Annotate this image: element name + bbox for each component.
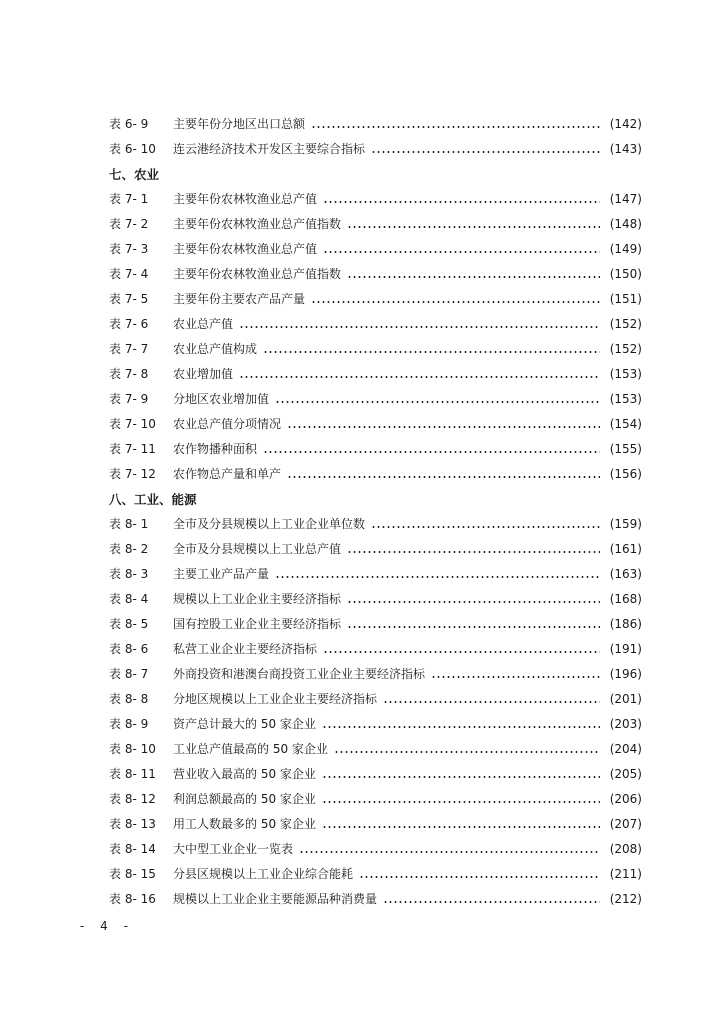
dot-leader [371, 526, 600, 528]
table-number: 表 8- 9 [109, 717, 149, 731]
toc-entry[interactable] [109, 661, 642, 686]
table-title: 主要年份农林牧渔业总产值 [173, 192, 318, 206]
page-reference: (159) [609, 516, 642, 531]
table-title: 资产总计最大的 50 家企业 [173, 717, 316, 731]
table-title: 规模以上工业企业主要经济指标 [173, 592, 342, 606]
page-reference: (205) [609, 766, 642, 781]
table-title: 主要年份农林牧渔业总产值指数 [173, 267, 342, 281]
table-title: 主要年份分地区出口总额 [173, 117, 306, 131]
page-reference: (186) [609, 616, 642, 631]
page-number: - 4 - [80, 919, 134, 933]
dot-leader [383, 901, 600, 903]
table-number: 表 8- 11 [109, 767, 156, 781]
dot-leader [323, 251, 600, 253]
page-reference: (191) [609, 641, 642, 656]
dot-leader [383, 701, 600, 703]
toc-entry[interactable] [109, 786, 642, 811]
table-number: 表 7- 4 [109, 267, 149, 281]
page-reference: (212) [609, 891, 642, 906]
table-title: 农作物总产量和单产 [173, 467, 282, 481]
page-reference: (152) [609, 341, 642, 356]
toc-entry[interactable] [109, 861, 642, 886]
toc-entry[interactable] [109, 736, 642, 761]
table-number: 表 8- 6 [109, 642, 149, 656]
page-reference: (201) [609, 691, 642, 706]
toc-entry[interactable] [109, 386, 642, 411]
page-reference: (142) [609, 116, 642, 131]
page-reference: (143) [609, 141, 642, 156]
page-reference: (196) [609, 666, 642, 681]
toc-entry[interactable] [109, 361, 642, 386]
table-number: 表 7- 3 [109, 242, 149, 256]
dot-leader [322, 801, 600, 803]
dot-leader [347, 601, 600, 603]
table-title: 营业收入最高的 50 家企业 [173, 767, 316, 781]
toc-entry[interactable] [109, 511, 642, 536]
table-number: 表 8- 5 [109, 617, 149, 631]
page-reference: (211) [609, 866, 642, 881]
toc-entry[interactable] [109, 261, 642, 286]
table-title: 分县区规模以上工业企业综合能耗 [173, 867, 354, 881]
table-number: 表 8- 3 [109, 567, 149, 581]
table-title: 主要年份农林牧渔业总产值指数 [173, 217, 342, 231]
page-reference: (153) [609, 391, 642, 406]
table-number: 表 7- 10 [109, 417, 156, 431]
toc-entry[interactable] [109, 311, 642, 336]
table-number: 表 7- 9 [109, 392, 149, 406]
table-title: 主要年份主要农产品产量 [173, 292, 306, 306]
toc-entry[interactable] [109, 186, 642, 211]
table-number: 表 8- 2 [109, 542, 149, 556]
page-reference: (203) [609, 716, 642, 731]
toc-entry[interactable] [109, 411, 642, 436]
dot-leader [322, 726, 600, 728]
table-number: 表 8- 16 [109, 892, 156, 906]
page-reference: (156) [609, 466, 642, 481]
section-heading: 七、农业 [109, 166, 160, 182]
dot-leader [287, 476, 600, 478]
table-title: 私营工业企业主要经济指标 [173, 642, 318, 656]
table-number: 表 7- 7 [109, 342, 149, 356]
page-reference: (204) [609, 741, 642, 756]
toc-entry[interactable] [109, 711, 642, 736]
toc-entry[interactable] [109, 286, 642, 311]
table-title: 大中型工业企业一览表 [173, 842, 294, 856]
table-title: 规模以上工业企业主要能源品种消费量 [173, 892, 378, 906]
dot-leader [431, 676, 600, 678]
page-reference: (147) [609, 191, 642, 206]
page-reference: (149) [609, 241, 642, 256]
table-title: 农业总产值分项情况 [173, 417, 282, 431]
table-number: 表 8- 15 [109, 867, 156, 881]
toc-entry[interactable] [109, 211, 642, 236]
toc-entry[interactable] [109, 886, 642, 911]
dot-leader [239, 376, 600, 378]
table-title: 国有控股工业企业主要经济指标 [173, 617, 342, 631]
dot-leader [239, 326, 600, 328]
dot-leader [371, 151, 600, 153]
page-reference: (148) [609, 216, 642, 231]
toc-entry[interactable] [109, 136, 642, 161]
dot-leader [311, 301, 600, 303]
table-title: 农作物播种面积 [173, 442, 258, 456]
page-reference: (153) [609, 366, 642, 381]
page-reference: (168) [609, 591, 642, 606]
dot-leader [323, 201, 600, 203]
table-number: 表 7- 6 [109, 317, 149, 331]
dot-leader [323, 651, 600, 653]
dot-leader [311, 126, 600, 128]
toc-entry[interactable] [109, 611, 642, 636]
table-title: 农业总产值构成 [173, 342, 258, 356]
dot-leader [359, 876, 600, 878]
toc-entry[interactable] [109, 336, 642, 361]
table-number: 表 8- 13 [109, 817, 156, 831]
table-title: 利润总额最高的 50 家企业 [173, 792, 316, 806]
toc-entry[interactable] [109, 811, 642, 836]
dot-leader [287, 426, 600, 428]
table-title: 工业总产值最高的 50 家企业 [173, 742, 328, 756]
toc-entry[interactable] [109, 236, 642, 261]
table-number: 表 8- 10 [109, 742, 156, 756]
table-number: 表 7- 12 [109, 467, 156, 481]
toc-entry[interactable] [109, 436, 642, 461]
dot-leader [263, 351, 600, 353]
page-reference: (208) [609, 841, 642, 856]
table-number: 表 8- 12 [109, 792, 156, 806]
table-title: 主要年份农林牧渔业总产值 [173, 242, 318, 256]
page-reference: (151) [609, 291, 642, 306]
toc-entry[interactable] [109, 536, 642, 561]
table-number: 表 7- 2 [109, 217, 149, 231]
dot-leader [263, 451, 600, 453]
dot-leader [275, 576, 600, 578]
page-reference: (206) [609, 791, 642, 806]
dot-leader [347, 226, 600, 228]
table-number: 表 7- 5 [109, 292, 149, 306]
table-number: 表 8- 14 [109, 842, 156, 856]
page-reference: (155) [609, 441, 642, 456]
table-title: 分地区农业增加值 [173, 392, 270, 406]
table-title: 主要工业产品产量 [173, 567, 270, 581]
table-number: 表 7- 1 [109, 192, 149, 206]
table-number: 表 8- 1 [109, 517, 149, 531]
dot-leader [347, 626, 600, 628]
table-title: 外商投资和港澳台商投资工业企业主要经济指标 [173, 667, 426, 681]
toc-entry[interactable] [109, 586, 642, 611]
toc-entry[interactable] [109, 561, 642, 586]
page-reference: (161) [609, 541, 642, 556]
table-title: 全市及分县规模以上工业总产值 [173, 542, 342, 556]
page-reference: (207) [609, 816, 642, 831]
table-number: 表 8- 7 [109, 667, 149, 681]
table-number: 表 7- 11 [109, 442, 156, 456]
section-heading: 八、工业、能源 [109, 491, 197, 507]
table-number: 表 6- 9 [109, 117, 149, 131]
dot-leader [347, 551, 600, 553]
dot-leader [322, 826, 600, 828]
table-title: 用工人数最多的 50 家企业 [173, 817, 316, 831]
table-number: 表 8- 8 [109, 692, 149, 706]
table-number: 表 8- 4 [109, 592, 149, 606]
toc-entry[interactable] [109, 636, 642, 661]
dot-leader [322, 776, 600, 778]
toc-entry[interactable] [109, 686, 642, 711]
table-number: 表 6- 10 [109, 142, 156, 156]
dot-leader [299, 851, 600, 853]
page-reference: (154) [609, 416, 642, 431]
table-number: 表 7- 8 [109, 367, 149, 381]
table-title: 连云港经济技术开发区主要综合指标 [173, 142, 366, 156]
table-title: 全市及分县规模以上工业企业单位数 [173, 517, 366, 531]
toc-entry[interactable] [109, 761, 642, 786]
toc-entry[interactable] [109, 836, 642, 861]
toc-entry[interactable] [109, 461, 642, 486]
dot-leader [347, 276, 600, 278]
table-title: 农业增加值 [173, 367, 234, 381]
page-reference: (163) [609, 566, 642, 581]
dot-leader [275, 401, 600, 403]
table-title: 农业总产值 [173, 317, 234, 331]
page-reference: (152) [609, 316, 642, 331]
toc-entry[interactable] [109, 111, 642, 136]
dot-leader [334, 751, 600, 753]
page-reference: (150) [609, 266, 642, 281]
table-title: 分地区规模以上工业企业主要经济指标 [173, 692, 378, 706]
